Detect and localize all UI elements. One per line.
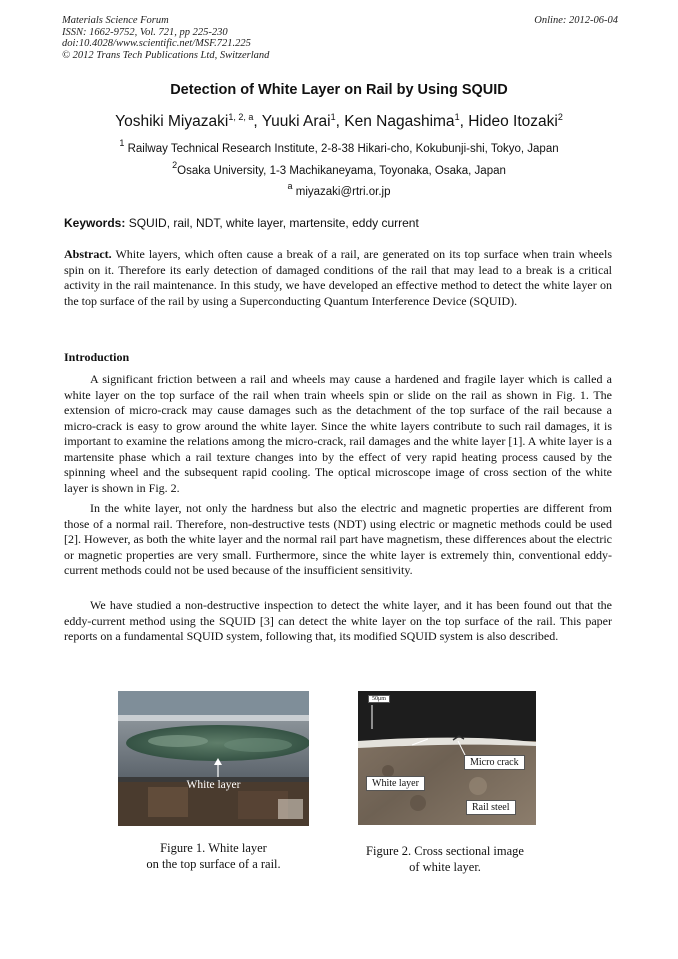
keywords-label: Keywords: bbox=[64, 216, 126, 230]
keywords-text: SQUID, rail, NDT, white layer, martensite, eddy current bbox=[128, 216, 419, 230]
abstract-text: White layers, which often cause a break of a rail, are generated on its top surface when train wheels spin on it. Therefore its early detection of damaged conditions of the rail that may lead to a break is a critical activity in the rail maintenance. In this study, we have developed an effective method to detect the white layer on the top surface of the rail by using a Superconducting Quantum Interference Device (SQUID). bbox=[64, 247, 612, 308]
author-sup: 2 bbox=[557, 112, 563, 122]
figure-2-caption bbox=[340, 843, 550, 875]
abstract bbox=[64, 247, 612, 309]
author-name: Yoshiki Miyazaki bbox=[115, 113, 229, 130]
white-layer-annotation: White layer bbox=[186, 779, 241, 791]
author-sup: 1 bbox=[454, 112, 460, 122]
author-name: Hideo Itozaki bbox=[468, 113, 558, 130]
copyright-line: © 2012 Trans Tech Publications Ltd, Switzerland bbox=[62, 49, 270, 61]
affiliation-sup: 1 bbox=[119, 138, 125, 148]
rail-photo bbox=[118, 691, 309, 826]
scale-bar-label: 50μm bbox=[368, 695, 390, 703]
author-sup: 1 bbox=[330, 112, 336, 122]
journal-name: Materials Science Forum bbox=[62, 15, 169, 26]
author-sep: , bbox=[253, 113, 262, 130]
introduction-heading: Introduction bbox=[64, 350, 130, 364]
affiliation-2 bbox=[0, 160, 678, 177]
author-list bbox=[0, 112, 678, 131]
figure-2-caption-line-2: of white layer. bbox=[409, 860, 481, 874]
intro-paragraph-2: In the white layer, not only the hardness but also the electric and magnetic properties are different from those of a normal rail. Therefore, non-destructive tests (NDT) using electric or magnetic methods could be used [2]. However, as both the white layer and the normal rail part have magnetism, these differences about the electric or magnetic properties are very small. Furthermore, since the white layer is extremely thin, conventional eddy-current methods could not be used because of the insufficient sensitivity. bbox=[64, 501, 612, 577]
micro-crack-label: Micro crack bbox=[464, 755, 525, 770]
abstract-label: Abstract. bbox=[64, 247, 112, 261]
author-sup: 1, 2, a bbox=[228, 112, 254, 122]
paper-title: Detection of White Layer on Rail by Using SQUID bbox=[170, 82, 508, 98]
affiliation-text: Railway Technical Research Institute, 2-8-38 Hikari-cho, Kokubunji-shi, Tokyo, Japan bbox=[127, 143, 559, 155]
figure-2-image bbox=[358, 691, 536, 825]
rail-steel-label: Rail steel bbox=[466, 800, 516, 815]
keywords bbox=[64, 216, 419, 230]
intro-paragraph-3: We have studied a non-destructive inspection to detect the white layer, and it has been found out that the eddy-current method using the SQUID [3] can detect the white layer on the top surface of the rail. This paper reports on a fundamental SQUID system, following that, its modified SQUID system is also described. bbox=[64, 598, 612, 643]
journal-header bbox=[62, 15, 618, 61]
online-date: Online: 2012-06-04 bbox=[534, 15, 618, 26]
author-sep: , bbox=[335, 113, 345, 130]
issn-line: ISSN: 1662-9752, Vol. 721, pp 225-230 bbox=[62, 26, 228, 38]
affiliation-sup: 2 bbox=[172, 160, 178, 170]
figure-1-caption bbox=[118, 840, 309, 872]
figure-1-image bbox=[118, 691, 309, 826]
author-email bbox=[0, 181, 678, 198]
figure-1-caption-line-2: on the top surface of a rail. bbox=[146, 857, 281, 871]
figure-1-caption-line-1: Figure 1. White layer bbox=[160, 841, 267, 855]
affiliation-1 bbox=[0, 138, 678, 155]
intro-paragraph-1: A significant friction between a rail and wheels may cause a hardened and fragile layer which is called a white layer on the top surface of the rail when train wheels spin or slide on the rail as shown in Fig. 1. The extension of micro-crack may cause damages such as the detachment of the top surface of the rail because a micro-crack is easy to grow around the white layer. Since the white layers contribute to such rail damages, it is important to examine the relations among the micro-crack, rail damages and the white layer [1]. A white layer is a martensite phase which a rail texture changes into by the effect of very rapid heating process caused by the spinning wheel and the subsequent rapid cooling. The optical microscope image of cross section of the white layer is shown in Fig. 2. bbox=[64, 372, 612, 495]
figure-2-caption-line-1: Figure 2. Cross sectional image bbox=[366, 844, 524, 858]
affiliation-text: Osaka University, 1-3 Machikaneyama, Toyonaka, Osaka, Japan bbox=[177, 165, 506, 177]
email-link[interactable]: miyazaki@rtri.or.jp bbox=[295, 186, 391, 198]
author-sep: , bbox=[459, 113, 469, 130]
author-name: Ken Nagashima bbox=[344, 113, 455, 130]
author-name: Yuuki Arai bbox=[261, 113, 331, 130]
doi-line: doi:10.4028/www.scientific.net/MSF.721.225 bbox=[62, 38, 251, 50]
affiliation-sup: a bbox=[287, 181, 293, 191]
white-layer-label: White layer bbox=[366, 776, 425, 791]
